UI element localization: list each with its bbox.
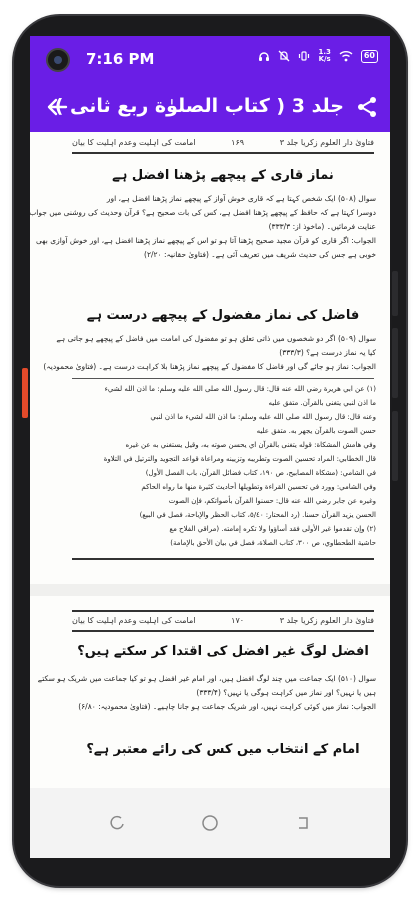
- footnote-line: وغيره عن جابر رضي الله عنه قال: حسنوا القرآن بأصواتكم، فإن الصوت: [168, 497, 376, 505]
- page-title: جلد 3 ( كتاب الصلوٰة ربع ثانی ): [54, 95, 344, 117]
- text-line: خوبی ہے جس کی حدیث شریف میں تعریف آئی ہے۔ (فتاویٰ حقانیہ: ۲/۲۰): [144, 250, 376, 259]
- battery-level: 60: [361, 50, 378, 63]
- headset-icon: [258, 50, 270, 62]
- footnote-line: (٢) وإن تقدموا غير الأولى فقد أساؤوا ولا تكره إمامته. (مراقي الفلاح مع: [169, 525, 376, 533]
- book-page-viewer[interactable]: [30, 132, 390, 788]
- share-icon[interactable]: [354, 94, 380, 120]
- wifi-icon: [339, 50, 353, 62]
- footnote-line: في الشامي: (مشكاة المصابيح، ص ١٩٠، كتاب فضائل القرآن، باب الفصل الأول): [145, 469, 376, 477]
- section-heading: فاضل کی نماز مفضول کے پیچھے درست ہے: [86, 308, 360, 323]
- text-line: کیا یہ نماز درست ہے؟ (۳۳۳/۳): [279, 348, 376, 357]
- footnote-line: وفي الشامي: وورد في تحسين القراءة وتطويلها أحاديث كثيرة منها ما رواه الحاكم: [141, 483, 376, 491]
- section-heading: نماز قاری کے پیچھے پڑھنا افضل ہے: [112, 168, 334, 183]
- footnote-line: قال الخطابي: المراد تحسين الصوت وتطريبه وتزيينه ومراعاة قواعد التجويد والترتيل في التلاوة: [103, 455, 376, 463]
- footnotes: [70, 382, 376, 550]
- side-button: [392, 271, 398, 316]
- recents-icon[interactable]: [97, 803, 137, 843]
- page-number: ۱۷۰: [231, 616, 245, 625]
- footnote-line: ما اذن لنبي يتغنى بالقرآن. متفق عليه: [268, 399, 376, 407]
- book-volume-label: فتاویٰ دار العلوم زکریا جلد ۳: [279, 138, 374, 147]
- text-line: سوال (۵۰۹) اگر دو شخصوں میں ذاتی تعلق ہو تو مفضول کی امامت میں فاضل کے پیچھے ہو جاتی ہے: [56, 334, 376, 343]
- footnote-line: وفي هامش المشكاة: قوله يتغنى بالقرآن اي يحسن صوته به، وقيل يستغني به عن غيره: [125, 441, 376, 449]
- chapter-label: امامت کی اہلیت وعدم اہلیت کا بیان: [72, 138, 196, 147]
- page-header: [72, 616, 374, 625]
- power-button: [392, 411, 398, 481]
- screen: [30, 36, 390, 858]
- front-camera: [46, 48, 70, 72]
- footnote-divider: [72, 378, 374, 379]
- question-text: [29, 192, 376, 262]
- chapter-label: امامت کی اہلیت وعدم اہلیت کا بیان: [72, 616, 196, 625]
- page-gap: [30, 584, 390, 596]
- text-line: سوال (۵۱۰) ایک جماعت میں چند لوگ افضل ہیں، اور امام غیر افضل ہو تو کیا جماعت میں شریک ہو سکتے: [37, 674, 376, 683]
- mute-icon: [278, 50, 290, 62]
- page-top-rule: [72, 610, 374, 612]
- system-nav-bar: [30, 788, 390, 858]
- side-button-red: [22, 368, 28, 418]
- footnote-line: حسن الصوت بالقرآن يجهر به. متفق عليه: [256, 427, 376, 435]
- net-speed-value: 1.3: [318, 48, 331, 56]
- header-rule: [72, 630, 374, 632]
- question-text: [37, 672, 376, 714]
- status-bar: [30, 36, 390, 82]
- net-speed-unit: K/s: [318, 55, 331, 63]
- status-icons: [258, 49, 378, 63]
- page-end-rule: [72, 558, 374, 560]
- text-line: الجواب: اگر قاری کو قرآن مجید صحیح پڑھنا آتا ہو تو اس کے پیچھے نماز پڑھنا افضل ہے، اور خوش آوازی بھی: [36, 236, 376, 245]
- section-heading: افضل لوگ غیر افضل کی اقتدا کر سکتے ہیں؟: [77, 644, 369, 659]
- vibrate-icon: [298, 50, 310, 62]
- text-line: الجواب: نماز میں کوئی کراہت نہیں، اور شریک جماعت ہو جانا چاہیے۔ (فتاویٰ محمودیہ: ۶/۸۰): [78, 702, 376, 711]
- section-heading: امام کے انتخاب میں کس کی رائے معتبر ہے؟: [86, 742, 360, 757]
- net-speed: [318, 49, 330, 63]
- text-line: ہیں یا نہیں؟ اور نماز میں کراہت ہوگی یا نہیں؟ (۳۳۳/۴): [196, 688, 376, 697]
- text-line: الجواب: نماز ہو جائے گی اور فاضل کا مفضول کے پیچھے نماز پڑھنا بلا کراہت درست ہے۔ (فتاویٰ محمودیہ): [43, 362, 376, 371]
- volume-button: [392, 328, 398, 398]
- question-text: [43, 332, 376, 374]
- footnote-line: الحسن يزيد القرآن حسنا. (رد المحتار: ٥/٤٠، كتاب الحظر والإباحة، فصل في البيع): [139, 511, 376, 519]
- status-time: 7:16 PM: [86, 50, 155, 68]
- footnote-line: حاشية الطحطاوي، ص ٣٠٠، كتاب الصلاة، فصل في بيان الأحق بالإمامة): [170, 539, 376, 547]
- book-volume-label: فتاویٰ دار العلوم زکریا جلد ۳: [279, 616, 374, 625]
- home-icon[interactable]: [190, 803, 230, 843]
- app-bar: [30, 82, 390, 132]
- header-rule: [72, 152, 374, 154]
- text-line: عنایت فرمائیں۔ (ماخوذ از: ۳۳۳/۳): [268, 222, 376, 231]
- footnote-line: وعنه قال: قال رسول الله صلى الله عليه وسلم: ما اذن الله لشيء ما اذن لنبي: [150, 413, 376, 421]
- text-line: سوال (۵۰۸) ایک شخص کہتا ہے کہ قاری خوش آواز کے پیچھے نماز پڑھنا افضل ہے، اور: [106, 194, 376, 203]
- footnote-line: (۱) عن ابي هريرة رضي الله عنه قال: قال رسول الله صلى الله عليه وسلم: ما اذن الله لشيء: [104, 385, 376, 393]
- page-number: ۱۶۹: [231, 138, 245, 147]
- page-header: [72, 138, 374, 147]
- text-line: دوسرا کہتا ہے کہ حافظ کے پیچھے پڑھنا افضل ہے، کس کی بات صحیح ہے؟ قرآن وحدیث کی روشنی میں جواب: [29, 208, 376, 217]
- back-nav-icon[interactable]: [283, 803, 323, 843]
